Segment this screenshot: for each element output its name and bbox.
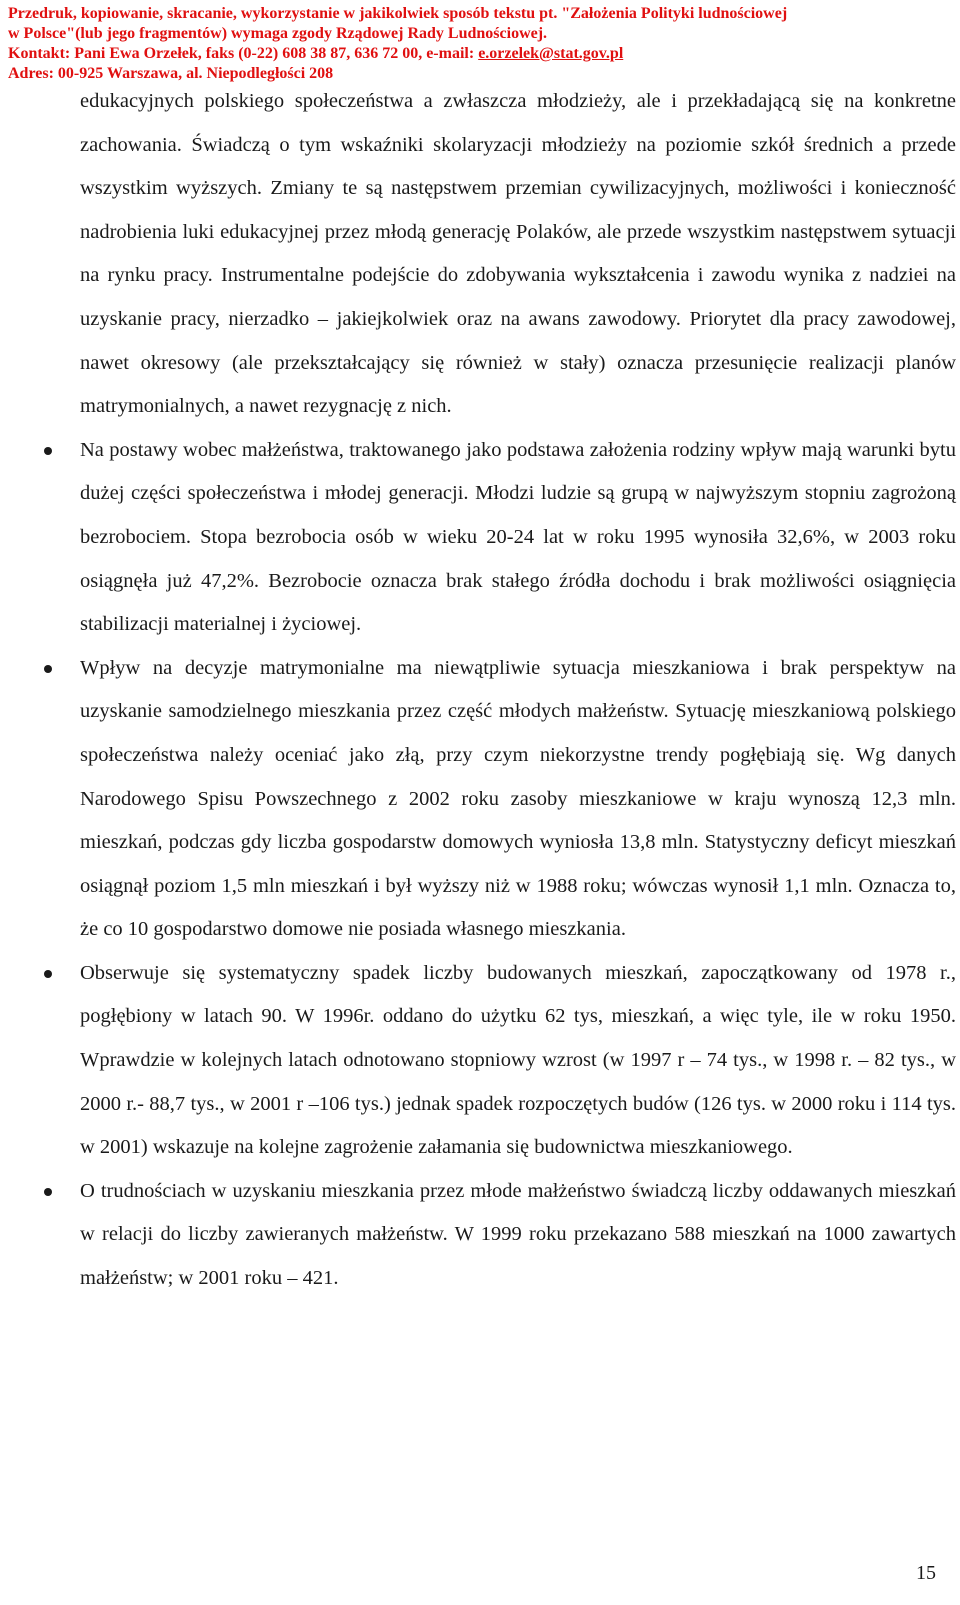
- intro-paragraph: edukacyjnych polskiego społeczeństwa a zwłaszcza młodzieży, ale i przekładającą się na konkretne zachowania. Świadczą o tym wskaźniki skolaryzacji młodzieży na poziomie szkół średnich a przede wszystkim wyższych. Zmiany te są następstwem przemian cywilizacyjnych, możliwości i konieczność nadrobienia luki edukacyjnej przez młodą generację Polaków, ale przede wszystkim następstwem sytuacji na rynku pracy. Instrumentalne podejście do zdobywania wykształcenia i zawodu wynika z nadziei na uzyskanie pracy, nierzadko – jakiejkolwiek oraz na awans zawodowy. Priorytet dla pracy zawodowej, nawet okresowy (ale przekształcający się również w stały) oznacza przesunięcie realizacji planów matrymonialnych, a nawet rezygnację z nich.: [80, 90, 956, 418]
- bullet-icon: [44, 665, 52, 673]
- page-number: 15: [916, 1562, 936, 1584]
- bullet-icon: [44, 447, 52, 455]
- bullet-icon: [44, 970, 52, 978]
- bullet-text: Na postawy wobec małżeństwa, traktowanego jako podstawa założenia rodziny wpływ mają warunki bytu dużej części społeczeństwa i młodej generacji. Młodzi ludzie są grupą w najwyższym stopniu zagrożoną bezrobociem. Stopa bezrobocia osób w wieku 20-24 lat w roku 1995 wynosiła 32,6%, w 2003 roku osiągnęła już 47,2%. Bezrobocie oznacza brak stałego źródła dochodu i brak możliwości osiągnięcia stabilizacji materialnej i życiowej.: [80, 438, 956, 636]
- bullet-icon: [44, 1188, 52, 1196]
- header-line-3: [8, 44, 952, 64]
- bullet-item: [80, 952, 956, 1170]
- header-contact: Kontakt: Pani Ewa Orzełek, faks (0-22) 608 38 87, 636 72 00, e-mail:: [8, 45, 479, 62]
- bullet-text: Obserwuje się systematyczny spadek liczby budowanych mieszkań, zapoczątkowany od 1978 r., pogłębiony w latach 90. W 1996r. oddano do użytku 62 tys, mieszkań, a więc tyle, ile w roku 1950. Wprawdzie w kolejnych latach odnotowano stopniowy wzrost (w 1997 r – 74 tys., w 1998 r. – 82 tys., w 2000 r.- 88,7 tys., w 2001 r –106 tys.) jednak spadek rozpoczętych budów (126 tys. w 2000 roku i 114 tys. w 2001) wskazuje na kolejne zagrożenie załamania się budownictwa mieszkaniowego.: [80, 961, 956, 1159]
- bullet-item: [80, 1170, 956, 1301]
- copyright-header: [8, 4, 952, 84]
- header-line-1: Przedruk, kopiowanie, skracanie, wykorzystanie w jakikolwiek sposób tekstu pt. "Założenia Polityki ludnościowej: [8, 5, 788, 22]
- bullet-item: [80, 647, 956, 952]
- bullet-text: Wpływ na decyzje matrymonialne ma niewątpliwie sytuacja mieszkaniowa i brak perspektyw na uzyskanie samodzielnego mieszkania przez część młodych małżeństw. Sytuację mieszkaniową polskiego społeczeństwa należy oceniać jako złą, przy czym niekorzystne trendy pogłębiają się. Wg danych Narodowego Spisu Powszechnego z 2002 roku zasoby mieszkaniowe w kraju wynoszą 12,3 mln. mieszkań, podczas gdy liczba gospodarstw domowych wyniosła 13,8 mln. Statystyczny deficyt mieszkań osiągnął poziom 1,5 mln mieszkań i był wyższy niż w 1988 roku; wówczas wynosił 1,1 mln. Oznacza to, że co 10 gospodarstwo domowe nie posiada własnego mieszkania.: [80, 656, 956, 941]
- header-line-2: w Polsce"(lub jego fragmentów) wymaga zgody Rządowej Rady Ludnościowej.: [8, 25, 548, 42]
- contact-email-link[interactable]: e.orzelek@stat.gov.pl: [478, 45, 624, 62]
- bullet-item: [80, 429, 956, 647]
- header-line-4: Adres: 00-925 Warszawa, al. Niepodległości 208: [8, 65, 334, 82]
- bullet-list: [80, 429, 956, 1301]
- document-body: [80, 80, 956, 1301]
- bullet-text: O trudnościach w uzyskaniu mieszkania przez młode małżeństwo świadczą liczby oddawanych mieszkań w relacji do liczby zawieranych małżeństw. W 1999 roku przekazano 588 mieszkań na 1000 zawartych małżeństw; w 2001 roku – 421.: [80, 1179, 956, 1290]
